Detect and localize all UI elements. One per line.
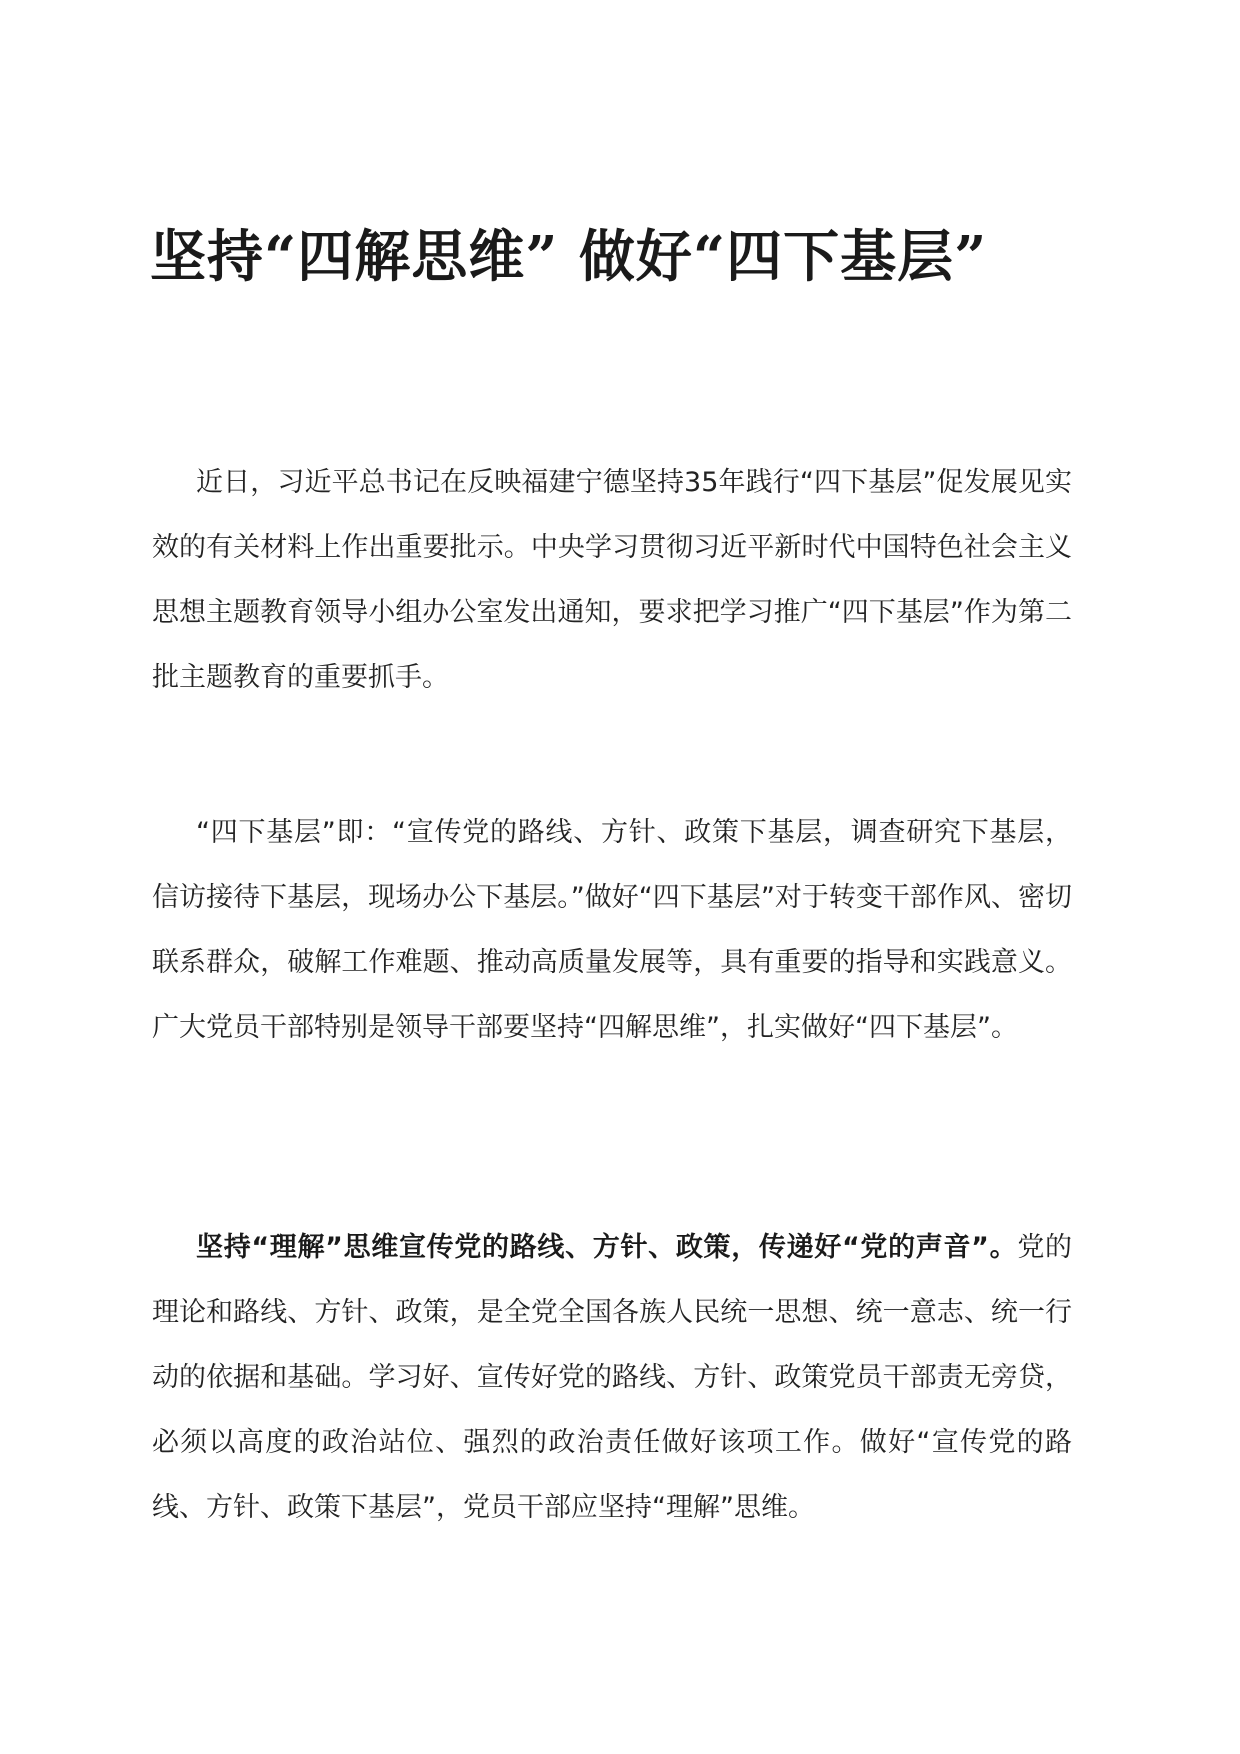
paragraph-understanding xyxy=(152,1215,1072,1540)
paragraph-body-text: 党的理论和路线、方针、政策，是全党全国各族人民统一思想、统一意志、统一行动的依据和基础。学习好、宣传好党的路线、方针、政策党员干部责无旁贷，必须以高度的政治站位、强烈的政治责任做好该项工作。做好“宣传党的路线、方针、政策下基层”，党员干部应坚持“理解”思维。 xyxy=(152,1232,1073,1523)
paragraph-intro: 近日，习近平总书记在反映福建宁德坚持35年践行“四下基层”促发展见实效的有关材料上作出重要批示。中央学习贯彻习近平新时代中国特色社会主义思想主题教育领导小组办公室发出通知，要求把学习推广“四下基层”作为第二批主题教育的重要抓手。 xyxy=(152,467,1072,693)
paragraph-four-grassroots: “四下基层”即：“宣传党的路线、方针、政策下基层，调查研究下基层，信访接待下基层，现场办公下基层。”做好“四下基层”对于转变干部作风、密切联系群众，破解工作难题、推动高质量发展等，具有重要的指导和实践意义。广大党员干部特别是领导干部要坚持“四解思维”，扎实做好“四下基层”。 xyxy=(152,817,1072,1043)
article-title: 坚持“四解思维” 做好“四下基层” xyxy=(150,224,988,290)
paragraph-lead-heading: 坚持“理解”思维宣传党的路线、方针、政策，传递好“党的声音”。 xyxy=(196,1232,1018,1263)
